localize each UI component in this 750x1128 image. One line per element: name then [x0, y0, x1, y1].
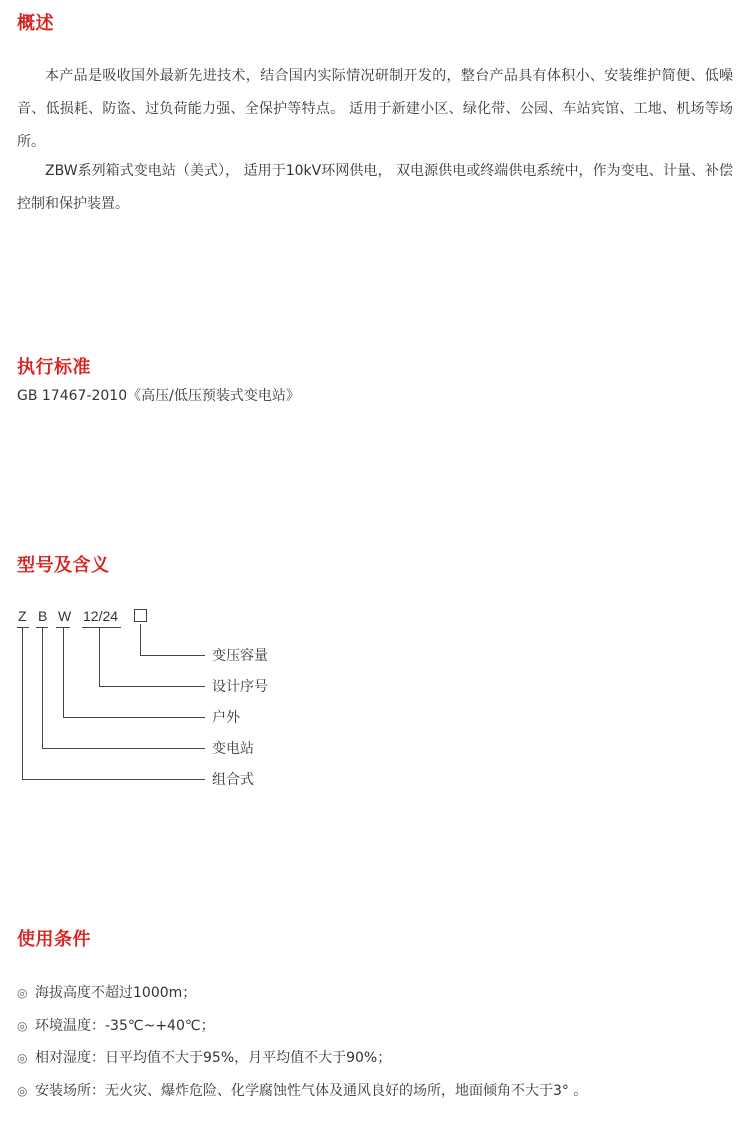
bullet-icon: ◎ — [17, 986, 28, 1000]
conditions-list — [17, 983, 587, 1114]
standard-text: GB 17467-2010《高压/低压预装式变电站》 — [17, 388, 300, 404]
condition-text: 安装场所：无火灾、爆炸危险、化学腐蚀性气体及通风良好的场所，地面倾角不大于3° 。 — [35, 1083, 588, 1100]
condition-text: 相对湿度：日平均值不大于95%，月平均值不大于90%； — [35, 1050, 392, 1067]
code-number: 12/24 — [83, 608, 119, 624]
condition-text: 环境温度：-35℃~+40℃； — [35, 1017, 215, 1034]
code-letter-w: W — [58, 608, 72, 624]
meaning-substation: 变电站 — [212, 741, 254, 757]
meaning-combined: 组合式 — [212, 772, 254, 788]
condition-item-site — [17, 1081, 587, 1114]
code-letter-z: Z — [18, 608, 27, 624]
condition-text: 海拔高度不超过1000m； — [35, 985, 197, 1001]
conditions-title: 使用条件 — [17, 929, 91, 950]
model-code-diagram — [0, 600, 750, 800]
meaning-design-number: 设计序号 — [212, 679, 268, 695]
bullet-icon: ◎ — [17, 1018, 28, 1033]
condition-item-humidity — [17, 1048, 587, 1081]
overview-paragraph-1: 本产品是吸收国外最新先进技术，结合国内实际情况研制开发的，整台产品具有体积小、安装维护简便、低噪音、低损耗、防盗、过负荷能力强、全保护等特点。 适用于新建小区、绿化带、公园、车站宾馆、工地、机场等场所。 — [17, 68, 733, 150]
bullet-icon: ◎ — [17, 1051, 28, 1066]
bullet-icon: ◎ — [17, 1084, 28, 1099]
meaning-capacity: 变压容量 — [212, 648, 268, 664]
overview-paragraph-2: ZBW系列箱式变电站（美式）， 适用于10kV环网供电， 双电源供电或终端供电系统中，作为变电、计量、补偿控制和保护装置。 — [17, 163, 733, 212]
model-title: 型号及含义 — [17, 555, 110, 576]
diagram-connector-lines — [0, 600, 750, 800]
code-letter-b: B — [38, 608, 48, 624]
overview-title: 概述 — [17, 13, 54, 34]
meaning-outdoor: 户外 — [212, 710, 240, 726]
standard-title: 执行标准 — [17, 357, 91, 378]
condition-item-temperature — [17, 1016, 587, 1049]
condition-item-altitude — [17, 983, 587, 1016]
